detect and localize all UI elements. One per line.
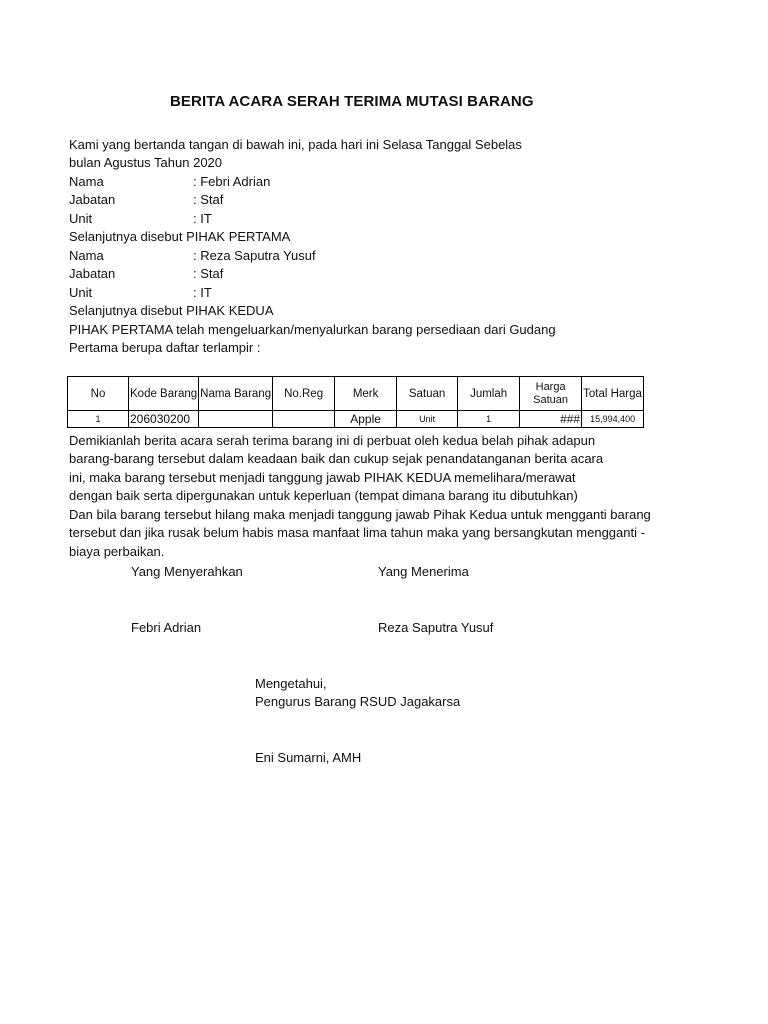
second-party-name-value: : Reza Saputra Yusuf	[193, 248, 316, 263]
header-noreg: No.Reg	[273, 377, 335, 411]
cell-no: 1	[68, 411, 129, 428]
header-no: No	[68, 377, 129, 411]
header-harga-line-2: Satuan	[533, 393, 569, 406]
closing-line-2: barang-barang tersebut dalam keadaan baik dan cukup sejak penandatanganan berita acara	[69, 451, 604, 466]
header-harga-satuan	[520, 377, 582, 411]
second-party-position-label: Jabatan	[69, 266, 116, 281]
first-party-position-value: : Staf	[193, 192, 224, 207]
acknowledgement-label: Mengetahui,	[255, 676, 327, 691]
first-party-name-label: Nama	[69, 174, 104, 189]
closing-line-6: tersebut dan jika rusak belum habis masa manfaat lima tahun maka yang bersangkutan mengganti -	[69, 525, 645, 540]
statement-line-2: Pertama berupa daftar terlampir :	[69, 340, 261, 355]
table-row	[68, 411, 644, 428]
cell-satuan: Unit	[397, 411, 458, 428]
giver-label: Yang Menyerahkan	[131, 564, 243, 579]
cell-total: 15,994,400	[582, 411, 644, 428]
header-jumlah: Jumlah	[458, 377, 520, 411]
header-satuan: Satuan	[397, 377, 458, 411]
header-harga-line-1: Harga	[535, 380, 566, 393]
document-title: BERITA ACARA SERAH TERIMA MUTASI BARANG	[170, 93, 534, 110]
cell-harga: ###	[520, 411, 582, 428]
first-party-name-value: : Febri Adrian	[193, 174, 271, 189]
giver-name: Febri Adrian	[131, 620, 202, 635]
cell-noreg	[273, 411, 335, 428]
cell-merk: Apple	[335, 411, 397, 428]
header-merk: Merk	[335, 377, 397, 411]
cell-jumlah: 1	[458, 411, 520, 428]
second-party-position-value: : Staf	[193, 266, 224, 281]
closing-line-4: dengan baik serta dipergunakan untuk keperluan (tempat dimana barang itu dibutuhkan)	[69, 488, 578, 503]
receiver-name: Reza Saputra Yusuf	[378, 620, 494, 635]
receiver-label: Yang Menerima	[378, 564, 469, 579]
header-kode: Kode Barang	[129, 377, 199, 411]
second-party-caption: Selanjutnya disebut PIHAK KEDUA	[69, 303, 274, 318]
items-table	[67, 376, 644, 428]
table-header-row	[68, 377, 644, 411]
header-total: Total Harga	[582, 377, 644, 411]
cell-nama	[199, 411, 273, 428]
first-party-unit-value: : IT	[193, 211, 212, 226]
intro-line-1: Kami yang bertanda tangan di bawah ini, pada hari ini Selasa Tanggal Sebelas	[69, 137, 522, 152]
second-party-unit-value: : IT	[193, 285, 212, 300]
acknowledgement-role: Pengurus Barang RSUD Jagakarsa	[255, 694, 461, 709]
closing-line-3: ini, maka barang tersebut menjadi tanggung jawab PIHAK KEDUA memelihara/merawat	[69, 470, 576, 485]
closing-line-5: Dan bila barang tersebut hilang maka menjadi tanggung jawab Pihak Kedua untuk mengganti barang	[69, 507, 651, 522]
first-party-position-label: Jabatan	[69, 192, 116, 207]
first-party-unit-label: Unit	[69, 211, 93, 226]
closing-line-7: biaya perbaikan.	[69, 544, 165, 559]
intro-line-2: bulan Agustus Tahun 2020	[69, 155, 223, 170]
second-party-unit-label: Unit	[69, 285, 93, 300]
header-nama: Nama Barang	[199, 377, 273, 411]
second-party-name-label: Nama	[69, 248, 104, 263]
statement-line-1: PIHAK PERTAMA telah mengeluarkan/menyalurkan barang persediaan dari Gudang	[69, 322, 556, 337]
first-party-caption: Selanjutnya disebut PIHAK PERTAMA	[69, 229, 291, 244]
closing-line-1: Demikianlah berita acara serah terima barang ini di perbuat oleh kedua belah pihak adapun	[69, 433, 596, 448]
acknowledgement-name: Eni Sumarni, AMH	[255, 750, 362, 765]
cell-kode: 206030200	[129, 411, 199, 428]
